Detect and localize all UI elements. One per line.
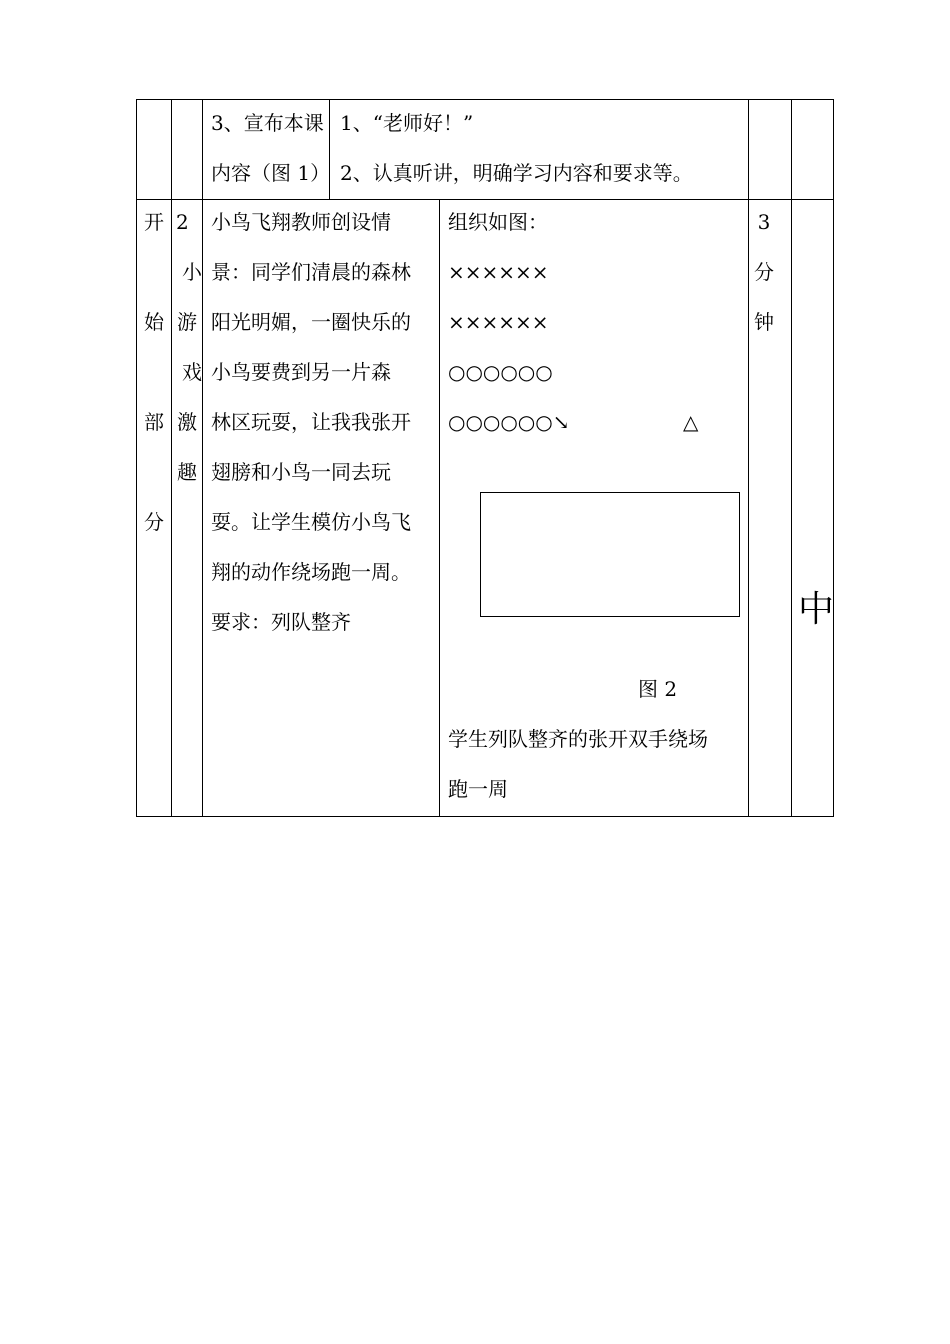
part-label-char: 部 [144,410,164,434]
time-char: 分 [754,260,774,284]
part-label-char [137,447,171,497]
content-line: 翔的动作绕场跑一周。 [211,560,411,584]
game-label-char: 2 [176,210,189,234]
time-label [749,197,779,347]
content-line: 阳光明媚，一圈快乐的 [211,310,411,334]
table-border [833,99,834,817]
part-label-char: 始 [144,310,164,334]
game-label-char: 激 [177,410,197,434]
time-char: 3 [757,210,771,234]
figure-caption: 图 2 [638,677,678,701]
row1-student-line: 2、认真听讲，明确学习内容和要求等。 [340,161,693,185]
row1-announce-line: 内容（图 1） [211,161,331,185]
part-label-char [137,347,171,397]
intensity-label: 中 [798,589,835,630]
field-rectangle [480,492,740,617]
formation-row: ×××××× [448,310,549,334]
table-border [439,199,440,817]
part-label [137,197,171,547]
table-border [791,99,792,817]
game-label [172,197,202,497]
part-label-char [137,247,171,297]
table-border [202,99,203,817]
org-desc-line: 学生列队整齐的张开双手绕场 [448,727,708,751]
table-border [136,816,834,817]
formation-row: ×××××× [448,260,549,284]
formation-row: ○○○○○○ [448,360,553,384]
content-line: 小鸟飞翔教师创设情 [211,210,391,234]
part-label-char: 开 [144,210,164,234]
game-label-char: 趣 [177,460,197,484]
content-line: 林区玩耍，让我我张开 [211,410,411,434]
content-line: 耍。让学生模仿小鸟飞 [211,510,411,534]
content-line: 翅膀和小鸟一同去玩 [211,460,391,484]
part-label-char: 分 [144,510,164,534]
row1-student-line: 1、“老师好！” [340,111,474,135]
game-label-char: 戏 [182,360,202,384]
content-line: 景：同学们清晨的森林 [211,260,411,284]
org-desc-line: 跑一周 [448,777,508,801]
game-label-char: 游 [177,310,197,334]
time-char: 钟 [754,310,774,334]
row1-announce-line: 3、宣布本课 [211,111,324,135]
formation-row: ○○○○○○↘ [448,410,570,434]
content-line: 小鸟要费到另一片森 [211,360,391,384]
org-title: 组织如图： [448,210,548,234]
game-label-char: 小 [182,260,202,284]
teacher-triangle-icon: △ [683,410,699,434]
content-line: 要求：列队整齐 [211,610,351,634]
